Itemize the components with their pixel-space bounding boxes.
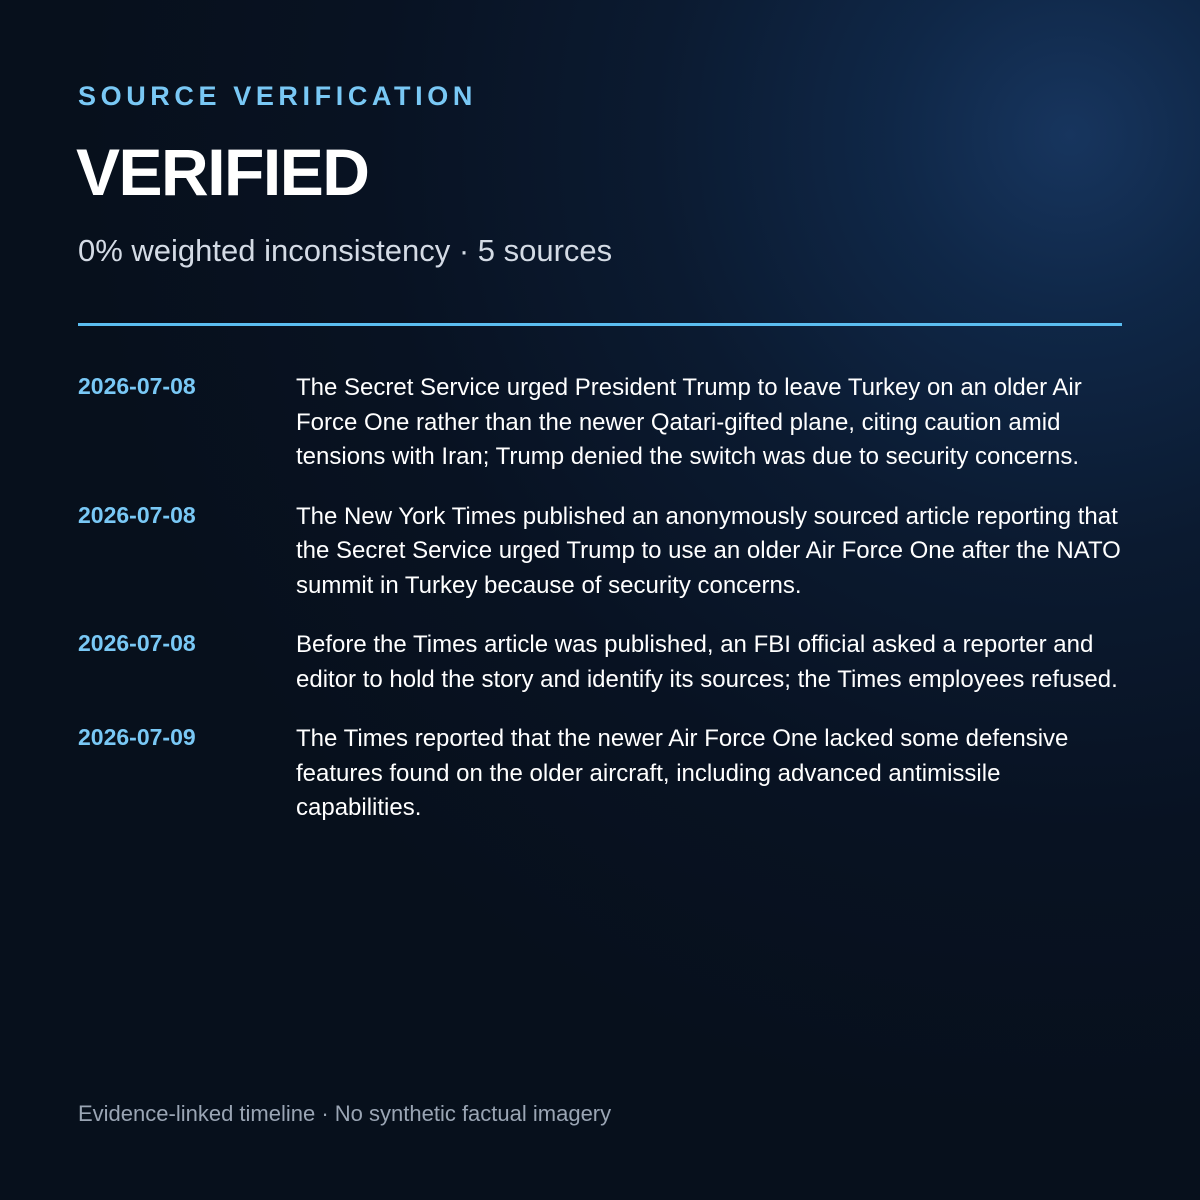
timeline-entry <box>78 722 1122 826</box>
timeline-entry <box>78 371 1122 475</box>
timeline-entry-date: 2026-07-08 <box>78 630 196 656</box>
timeline <box>78 371 1122 851</box>
timeline-entry-text: The Secret Service urged President Trump to leave Turkey on an older Air Force One rather than the newer Qatari-gifted plane, citing caution amid tensions with Iran; Trump denied the switch was due to security concerns. <box>296 374 1082 470</box>
footer-note: Evidence-linked timeline · No synthetic factual imagery <box>78 1101 612 1126</box>
verification-summary: 0% weighted inconsistency · 5 sources <box>78 233 613 268</box>
timeline-entry-date: 2026-07-09 <box>78 724 196 750</box>
timeline-entry-date: 2026-07-08 <box>78 501 196 528</box>
timeline-entry-text: The Times reported that the newer Air Force One lacked some defensive features found on the older aircraft, including advanced antimissile capabilities. <box>296 725 1069 821</box>
timeline-entry <box>78 628 1122 697</box>
timeline-entry-date: 2026-07-08 <box>78 373 196 399</box>
timeline-entry <box>78 500 1122 604</box>
divider <box>78 323 1122 326</box>
verification-status: VERIFIED <box>76 135 369 209</box>
timeline-entry-text: The New York Times published an anonymously sourced article reporting that the Secret Service urged Trump to use an older Air Force One after the NATO summit in Turkey because of security concerns. <box>296 502 1121 599</box>
timeline-entry-text: Before the Times article was published, an FBI official asked a reporter and editor to hold the story and identify its sources; the Times employees refused. <box>296 631 1118 693</box>
section-eyebrow: SOURCE VERIFICATION <box>78 81 477 111</box>
